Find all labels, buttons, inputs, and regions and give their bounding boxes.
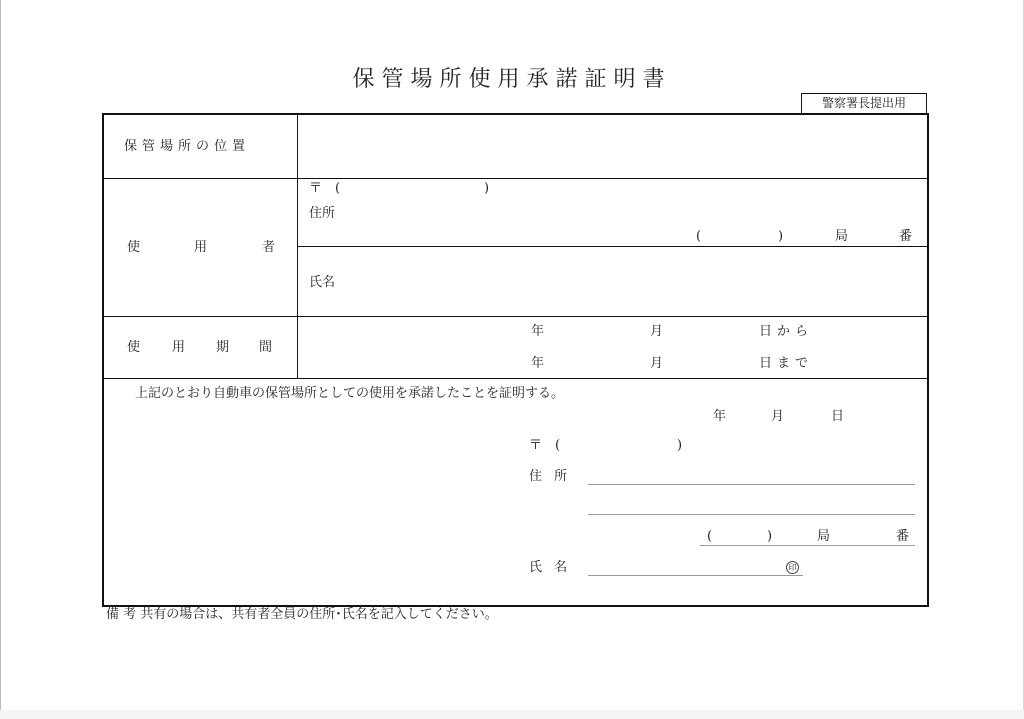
cert-name-field[interactable] xyxy=(588,555,803,575)
location-field[interactable] xyxy=(299,117,925,177)
cert-phone-kyoku: 局 xyxy=(817,529,831,544)
period-from-day: 日から xyxy=(759,324,814,339)
user-postal-field[interactable] xyxy=(344,179,482,196)
period-label-char: 期 xyxy=(216,340,230,355)
cert-date-month: 月 xyxy=(771,409,785,424)
row-divider xyxy=(104,316,927,317)
period-label-char: 間 xyxy=(259,340,273,355)
period-to-year: 年 xyxy=(531,356,545,371)
cert-phone-paren-open: ( xyxy=(707,529,713,544)
postal-paren-open: ( xyxy=(335,181,341,196)
user-area-code-field[interactable] xyxy=(704,227,776,244)
phone-paren-open: ( xyxy=(696,229,702,244)
user-name-label: 氏名 xyxy=(309,275,336,290)
user-label-char: 用 xyxy=(194,240,208,255)
postal-mark: 〒 xyxy=(309,181,323,196)
certification-statement: 上記のとおり自動車の保管場所としての使用を承諾したことを証明する。 xyxy=(135,386,565,401)
certificate-form xyxy=(102,113,929,607)
cert-phone-ban: 番 xyxy=(896,529,910,544)
period-to-day: 日まで xyxy=(759,356,814,371)
postal-paren-close: ) xyxy=(484,181,490,196)
page-edge xyxy=(0,0,1,719)
period-label-char: 使 xyxy=(127,340,141,355)
seal-mark: 印 xyxy=(786,561,799,574)
period-to-month: 月 xyxy=(650,356,664,371)
phone-ban: 番 xyxy=(899,229,913,244)
cert-postal-mark: 〒 xyxy=(529,438,543,453)
cert-address-label: 住 所 xyxy=(529,469,572,484)
location-label: 保管場所の位置 xyxy=(124,139,251,154)
phone-paren-close: ) xyxy=(778,229,784,244)
user-address-label: 住所 xyxy=(309,206,336,221)
period-label-char: 用 xyxy=(172,340,186,355)
cert-address-field[interactable] xyxy=(588,465,915,515)
cert-phone-paren-close: ) xyxy=(767,529,773,544)
cert-name-label: 氏 名 xyxy=(529,560,572,575)
label-column-divider xyxy=(297,115,298,378)
page-bottom-margin xyxy=(0,710,1024,719)
row-divider xyxy=(104,378,927,379)
submission-tag: 警察署長提出用 xyxy=(801,93,927,113)
cert-postal-paren-open: ( xyxy=(555,438,561,453)
period-from-year: 年 xyxy=(531,324,545,339)
user-label-char: 使 xyxy=(127,240,141,255)
cert-date-year: 年 xyxy=(713,409,727,424)
user-name-field[interactable] xyxy=(344,249,924,313)
cert-postal-paren-close: ) xyxy=(677,438,683,453)
user-address-field[interactable] xyxy=(344,201,924,223)
document-title: 保管場所使用承諾証明書 xyxy=(352,67,672,92)
row-divider xyxy=(104,178,927,179)
footnote: 備 考 共有の場合は、共有者全員の住所･氏名を記入してください。 xyxy=(106,607,498,622)
user-label-char: 者 xyxy=(262,240,276,255)
cert-postal-field[interactable] xyxy=(564,435,676,453)
cert-name-line xyxy=(588,575,803,576)
cert-phone-line xyxy=(700,545,915,546)
cert-date-day: 日 xyxy=(831,409,845,424)
cert-address-line xyxy=(588,514,915,515)
row-divider xyxy=(297,246,927,247)
period-from-month: 月 xyxy=(650,324,664,339)
cert-area-code-field[interactable] xyxy=(716,526,766,544)
phone-kyoku: 局 xyxy=(835,229,849,244)
